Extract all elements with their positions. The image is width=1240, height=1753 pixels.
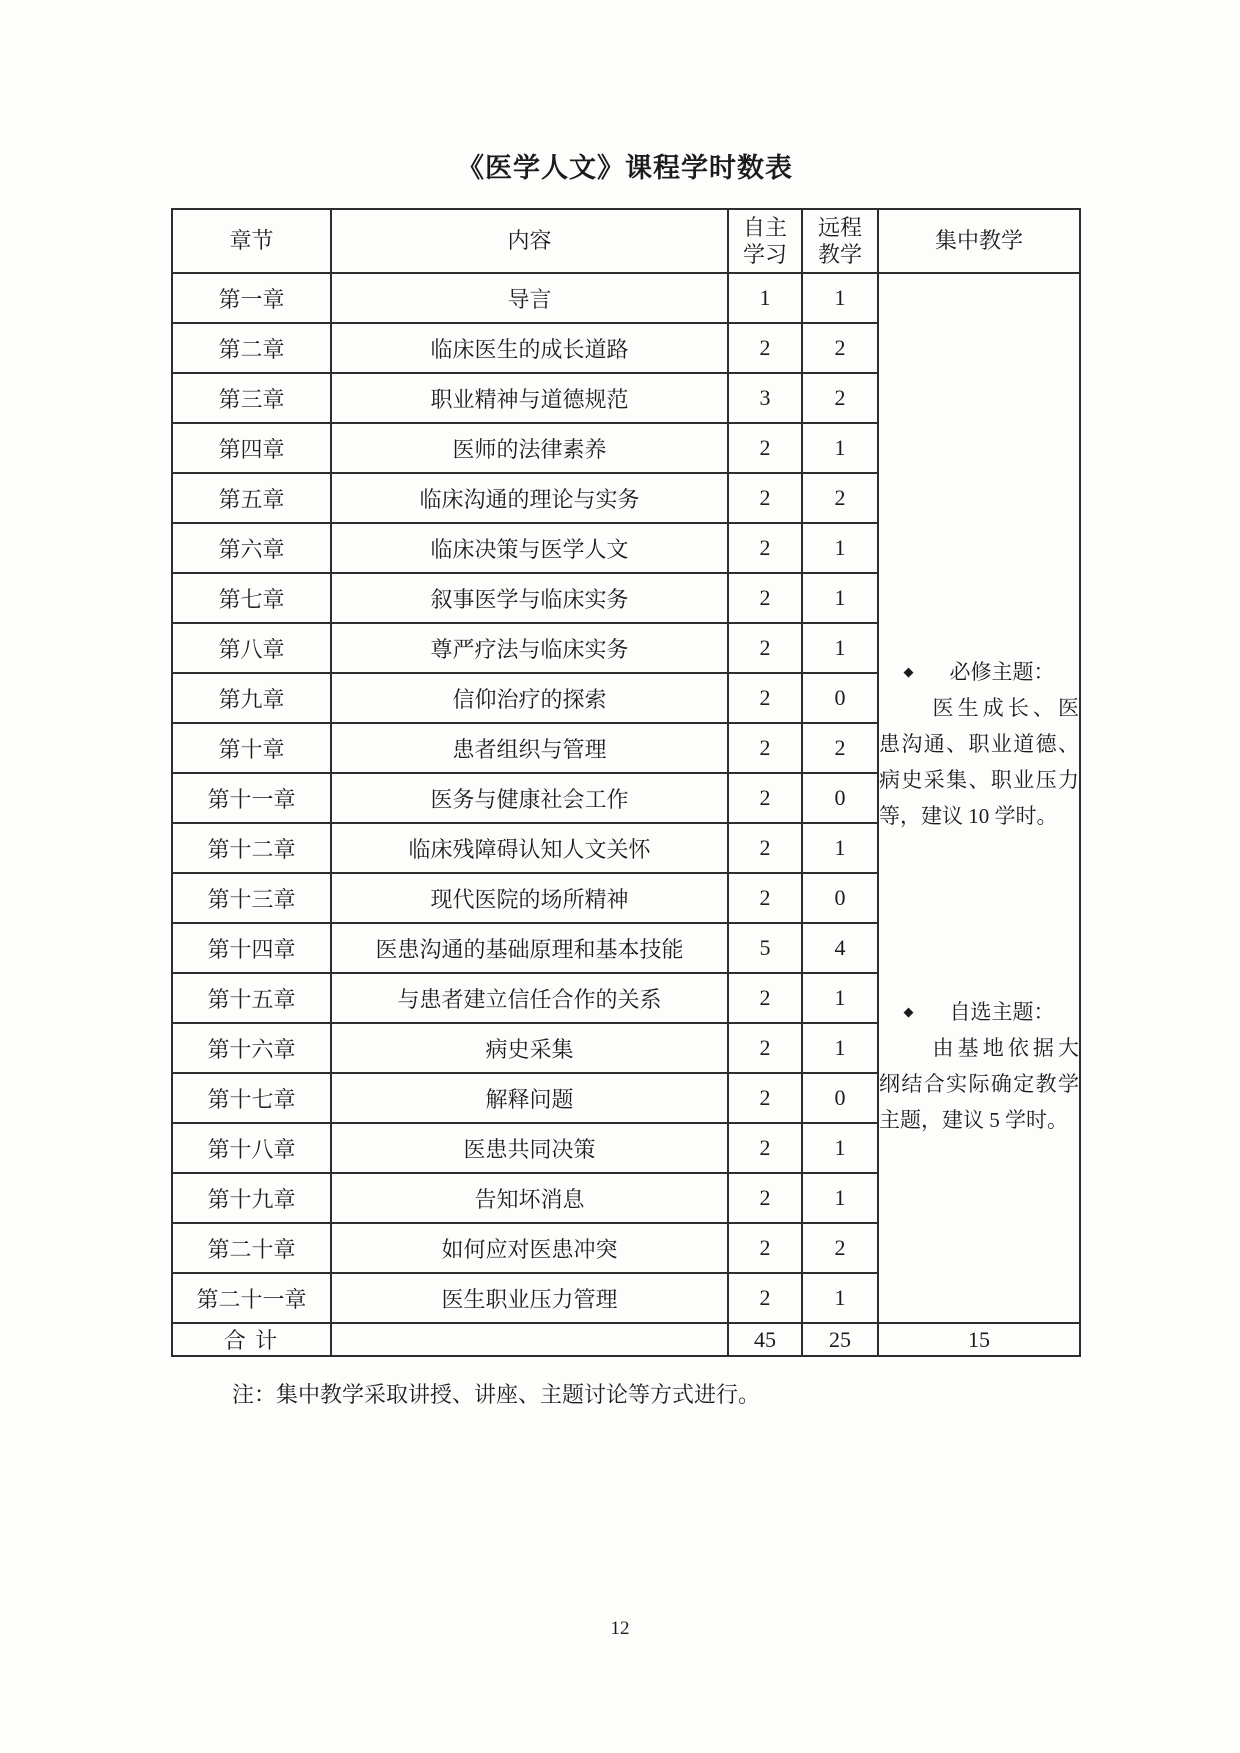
col-header-self-study-line1: 自主 [742, 214, 787, 240]
chapter-cell: 第十八章 [172, 1123, 331, 1173]
chapter-cell: 第十章 [172, 723, 331, 773]
topic-heading [879, 654, 1079, 690]
content-cell: 患者组织与管理 [331, 723, 728, 773]
self-study-cell: 2 [728, 823, 802, 873]
page-title: 《医学人文》课程学时数表 [457, 153, 793, 183]
course-table-body [172, 273, 1080, 1323]
distance-cell: 0 [802, 1073, 878, 1123]
col-header-centralized: 集中教学 [878, 209, 1080, 273]
self-study-cell: 1 [728, 273, 802, 323]
chapter-cell: 第十六章 [172, 1023, 331, 1073]
total-content-cell [331, 1323, 728, 1356]
distance-cell: 1 [802, 973, 878, 1023]
col-header-self-study [728, 209, 802, 273]
page-number: 12 [610, 1618, 630, 1639]
topic-label: 自选主题： [949, 1000, 1055, 1024]
col-header-chapter: 章节 [172, 209, 331, 273]
table-row [172, 273, 1080, 323]
distance-cell: 1 [802, 523, 878, 573]
topic-body: 由基地依据大纲结合实际确定教学主题，建议 5 学时。 [879, 1036, 1079, 1132]
distance-cell: 0 [802, 773, 878, 823]
centralized-teaching-cell [878, 273, 1080, 1323]
total-row [172, 1323, 1080, 1356]
chapter-cell: 第十九章 [172, 1173, 331, 1223]
course-hours-table [171, 208, 1081, 1357]
chapter-cell: 第二十一章 [172, 1273, 331, 1323]
content-cell: 临床医生的成长道路 [331, 323, 728, 373]
self-study-cell: 2 [728, 523, 802, 573]
content-cell: 导言 [331, 273, 728, 323]
content-cell: 与患者建立信任合作的关系 [331, 973, 728, 1023]
distance-cell: 2 [802, 1223, 878, 1273]
chapter-cell: 第三章 [172, 373, 331, 423]
total-distance: 25 [802, 1323, 878, 1356]
chapter-cell: 第十五章 [172, 973, 331, 1023]
col-header-distance [802, 209, 878, 273]
self-study-cell: 2 [728, 673, 802, 723]
distance-cell: 2 [802, 723, 878, 773]
content-cell: 病史采集 [331, 1023, 728, 1073]
col-header-self-study-line2: 学习 [742, 242, 787, 267]
topic-heading [879, 994, 1079, 1030]
self-study-cell: 2 [728, 1223, 802, 1273]
distance-cell: 1 [802, 1173, 878, 1223]
content-cell: 现代医院的场所精神 [331, 873, 728, 923]
col-header-content: 内容 [331, 209, 728, 273]
distance-cell: 2 [802, 373, 878, 423]
header-row [172, 209, 1080, 273]
distance-cell: 1 [802, 1023, 878, 1073]
distance-cell: 0 [802, 873, 878, 923]
self-study-cell: 2 [728, 473, 802, 523]
content-cell: 医患沟通的基础原理和基本技能 [331, 923, 728, 973]
chapter-cell: 第十四章 [172, 923, 331, 973]
chapter-cell: 第十三章 [172, 873, 331, 923]
content-cell: 医务与健康社会工作 [331, 773, 728, 823]
chapter-cell: 第十七章 [172, 1073, 331, 1123]
chapter-cell: 第二章 [172, 323, 331, 373]
content-cell: 医师的法律素养 [331, 423, 728, 473]
content-cell: 尊严疗法与临床实务 [331, 623, 728, 673]
chapter-cell: 第四章 [172, 423, 331, 473]
distance-cell: 0 [802, 673, 878, 723]
footnote: 注：集中教学采取讲授、讲座、主题讨论等方式进行。 [232, 1382, 761, 1407]
col-header-distance-line1: 远程 [817, 214, 862, 240]
self-study-cell: 5 [728, 923, 802, 973]
distance-cell: 1 [802, 273, 878, 323]
self-study-cell: 2 [728, 873, 802, 923]
distance-cell: 1 [802, 623, 878, 673]
chapter-cell: 第七章 [172, 573, 331, 623]
topic-label: 必修主题： [949, 660, 1055, 684]
self-study-cell: 3 [728, 373, 802, 423]
topic-block [879, 654, 1079, 834]
self-study-cell: 2 [728, 1023, 802, 1073]
distance-cell: 2 [802, 473, 878, 523]
topic-block [879, 994, 1079, 1138]
self-study-cell: 2 [728, 573, 802, 623]
content-cell: 解释问题 [331, 1073, 728, 1123]
content-cell: 临床沟通的理论与实务 [331, 473, 728, 523]
self-study-cell: 2 [728, 423, 802, 473]
chapter-cell: 第二十章 [172, 1223, 331, 1273]
chapter-cell: 第八章 [172, 623, 331, 673]
chapter-cell: 第九章 [172, 673, 331, 723]
total-self-study: 45 [728, 1323, 802, 1356]
diamond-bullet-icon: ◆ [903, 1004, 914, 1019]
self-study-cell: 2 [728, 773, 802, 823]
distance-cell: 1 [802, 573, 878, 623]
content-cell: 信仰治疗的探索 [331, 673, 728, 723]
distance-cell: 1 [802, 1123, 878, 1173]
chapter-cell: 第一章 [172, 273, 331, 323]
self-study-cell: 2 [728, 973, 802, 1023]
distance-cell: 4 [802, 923, 878, 973]
content-cell: 告知坏消息 [331, 1173, 728, 1223]
diamond-bullet-icon: ◆ [903, 664, 914, 679]
self-study-cell: 2 [728, 1123, 802, 1173]
topic-body: 医生成长、医患沟通、职业道德、病史采集、职业压力等，建议 10 学时。 [879, 696, 1079, 828]
self-study-cell: 2 [728, 1173, 802, 1223]
content-cell: 临床决策与医学人文 [331, 523, 728, 573]
distance-cell: 1 [802, 1273, 878, 1323]
self-study-cell: 2 [728, 623, 802, 673]
chapter-cell: 第十二章 [172, 823, 331, 873]
centralized-teaching-text [879, 458, 1079, 1138]
content-cell: 如何应对医患冲突 [331, 1223, 728, 1273]
distance-cell: 1 [802, 823, 878, 873]
content-cell: 医患共同决策 [331, 1123, 728, 1173]
content-cell: 职业精神与道德规范 [331, 373, 728, 423]
chapter-cell: 第六章 [172, 523, 331, 573]
self-study-cell: 2 [728, 1273, 802, 1323]
distance-cell: 1 [802, 423, 878, 473]
content-cell: 医生职业压力管理 [331, 1273, 728, 1323]
content-cell: 临床残障碍认知人文关怀 [331, 823, 728, 873]
content-cell: 叙事医学与临床实务 [331, 573, 728, 623]
chapter-cell: 第五章 [172, 473, 331, 523]
distance-cell: 2 [802, 323, 878, 373]
col-header-distance-line2: 教学 [817, 242, 862, 267]
total-label: 合 计 [172, 1323, 331, 1356]
self-study-cell: 2 [728, 723, 802, 773]
self-study-cell: 2 [728, 323, 802, 373]
total-centralized: 15 [878, 1323, 1080, 1356]
self-study-cell: 2 [728, 1073, 802, 1123]
chapter-cell: 第十一章 [172, 773, 331, 823]
